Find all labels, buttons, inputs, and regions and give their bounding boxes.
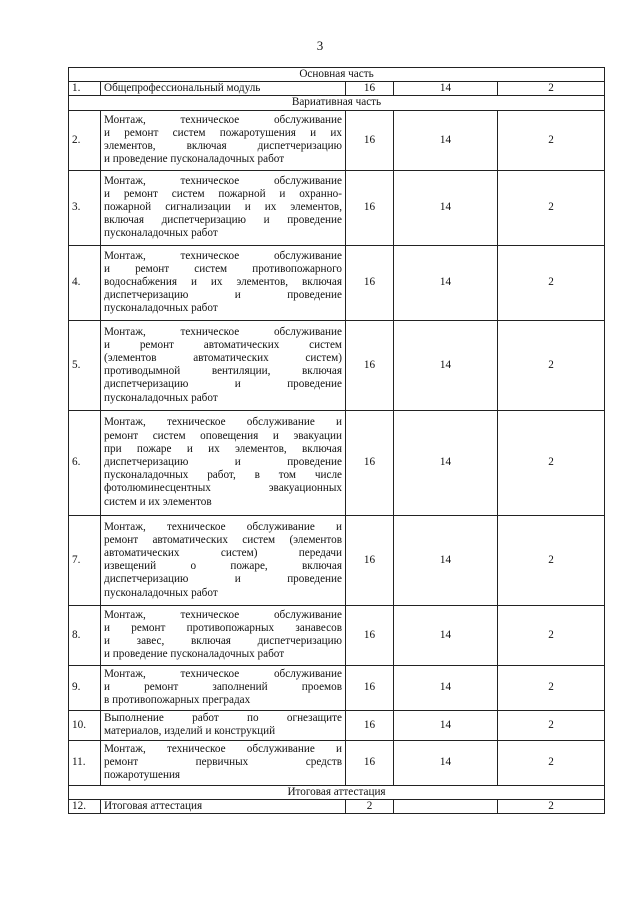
module-name-line: (элементов автоматических систем): [104, 351, 342, 364]
hours-a: 16: [346, 410, 394, 515]
hours-c: 2: [498, 710, 605, 740]
table-row: [69, 410, 605, 515]
module-name: [101, 320, 346, 410]
hours-a: 2: [346, 799, 394, 813]
module-name-line: и проведение пусконаладочных работ: [104, 153, 285, 166]
module-name-line: извещений о пожаре, включая: [104, 560, 342, 573]
hours-c: 2: [498, 410, 605, 515]
module-name-line: Монтаж, техническое обслуживание: [104, 667, 342, 680]
hours-c: 2: [498, 799, 605, 813]
module-name-line: пусконаладочных работ: [104, 302, 218, 315]
module-name-line: и ремонт противопожарных занавесов: [104, 621, 342, 634]
hours-b: 14: [394, 245, 498, 320]
hours-b: 14: [394, 605, 498, 665]
table-row: [69, 320, 605, 410]
hours-b: 14: [394, 515, 498, 605]
hours-a: 16: [346, 320, 394, 410]
section-title: Итоговая аттестация: [69, 785, 605, 799]
module-name: [101, 515, 346, 605]
section-title: Вариативная часть: [69, 96, 605, 110]
table-row: [69, 110, 605, 170]
hours-c: 2: [498, 740, 605, 785]
module-name-line: включая диспетчеризацию и проведение: [104, 214, 342, 227]
row-number: 4.: [69, 245, 101, 320]
hours-a: 16: [346, 740, 394, 785]
module-name-line: ремонт автоматических систем (элементов: [104, 533, 342, 546]
hours-c: 2: [498, 245, 605, 320]
module-name-line: Общепрофессиональный модуль: [104, 82, 261, 95]
hours-b: 14: [394, 82, 498, 96]
module-name-line: Монтаж, техническое обслуживание: [104, 174, 342, 187]
row-number: 5.: [69, 320, 101, 410]
module-name-line: пожаротушения: [104, 769, 181, 782]
module-name-line: пусконаладочных работ: [104, 586, 218, 599]
page-number: 3: [316, 38, 324, 53]
module-name-line: Монтаж, техническое обслуживание и: [104, 520, 342, 533]
module-name-line: материалов, изделий и конструкций: [104, 725, 276, 738]
row-number: 10.: [69, 710, 101, 740]
hours-b: 14: [394, 665, 498, 710]
hours-b: 14: [394, 710, 498, 740]
table-row: [69, 245, 605, 320]
module-name-line: и ремонт систем пожаротушения и их: [104, 126, 342, 139]
section-header-row: [69, 68, 605, 82]
table-row: [69, 605, 605, 665]
hours-c: 2: [498, 665, 605, 710]
module-name-line: и завес, включая диспетчеризацию: [104, 635, 342, 648]
module-name-line: диспетчеризацию и проведение: [104, 456, 342, 468]
table-row: [69, 515, 605, 605]
hours-c: 2: [498, 82, 605, 96]
hours-c: 2: [498, 110, 605, 170]
row-number: 8.: [69, 605, 101, 665]
module-name-line: пусконаладочных работ: [104, 391, 218, 404]
module-name-line: Выполнение работ по огнезащите: [104, 711, 342, 724]
row-number: 6.: [69, 410, 101, 515]
module-name-line: и ремонт заполнений проемов: [104, 681, 342, 693]
module-name-line: Монтаж, техническое обслуживание: [104, 325, 342, 338]
module-name-line: Монтаж, техническое обслуживание: [104, 249, 342, 262]
hours-a: 16: [346, 515, 394, 605]
hours-a: 16: [346, 82, 394, 96]
hours-a: 16: [346, 170, 394, 245]
module-name-line: Монтаж, техническое обслуживание и: [104, 742, 342, 755]
hours-a: 16: [346, 245, 394, 320]
module-name-line: систем и их элементов: [104, 495, 212, 508]
section-header-row: [69, 785, 605, 799]
module-name: [101, 799, 346, 813]
hours-c: 2: [498, 605, 605, 665]
module-name-line: автоматических систем) передачи: [104, 546, 342, 559]
hours-b: 14: [394, 740, 498, 785]
hours-b: 14: [394, 110, 498, 170]
section-title: Основная часть: [69, 68, 605, 82]
module-name-line: Монтаж, техническое обслуживание: [104, 608, 342, 621]
module-name-line: водоснабжения и их элементов, включая: [104, 276, 342, 288]
row-number: 3.: [69, 170, 101, 245]
module-name-line: Монтаж, техническое обслуживание: [104, 113, 342, 126]
module-name-line: Монтаж, техническое обслуживание и: [104, 416, 342, 429]
module-name-line: и ремонт автоматических систем: [104, 338, 342, 351]
module-name-line: ремонт первичных средств: [104, 756, 342, 768]
module-name: [101, 710, 346, 740]
module-name-line: элементов, включая диспетчеризацию: [104, 140, 342, 153]
hours-a: 16: [346, 710, 394, 740]
module-name: [101, 605, 346, 665]
module-name: [101, 665, 346, 710]
module-name-line: пусконаладочных работ: [104, 227, 218, 240]
module-name-line: и проведение пусконаладочных работ: [104, 648, 285, 661]
row-number: 9.: [69, 665, 101, 710]
module-name-line: ремонт систем оповещения и эвакуации: [104, 429, 342, 442]
module-name: [101, 82, 346, 96]
row-number: 2.: [69, 110, 101, 170]
table-row: [69, 799, 605, 813]
module-name-line: диспетчеризацию и проведение: [104, 289, 342, 302]
row-number: 1.: [69, 82, 101, 96]
module-name-line: пожарной сигнализации и их элементов,: [104, 201, 342, 213]
module-name-line: фотолюминесцентных эвакуационных: [104, 482, 342, 495]
table-row: [69, 665, 605, 710]
hours-a: 16: [346, 110, 394, 170]
table-row: [69, 170, 605, 245]
module-name: [101, 170, 346, 245]
hours-b: [394, 799, 498, 813]
module-name: [101, 245, 346, 320]
hours-c: 2: [498, 170, 605, 245]
table-row: [69, 740, 605, 785]
module-name-line: Итоговая аттестация: [104, 799, 203, 812]
table-row: [69, 82, 605, 96]
row-number: 7.: [69, 515, 101, 605]
module-name: [101, 110, 346, 170]
module-name: [101, 740, 346, 785]
module-name-line: при пожаре и их элементов, включая: [104, 442, 342, 455]
hours-a: 16: [346, 605, 394, 665]
section-header-row: [69, 96, 605, 110]
module-name-line: и ремонт систем пожарной и охранно-: [104, 187, 342, 200]
hours-c: 2: [498, 320, 605, 410]
hours-c: 2: [498, 515, 605, 605]
module-name-line: пусконаладочных работ, в том числе: [104, 469, 342, 482]
hours-b: 14: [394, 410, 498, 515]
curriculum-table: [68, 67, 605, 814]
module-name-line: противодымной вентиляции, включая: [104, 365, 342, 378]
module-name: [101, 410, 346, 515]
row-number: 11.: [69, 740, 101, 785]
hours-b: 14: [394, 170, 498, 245]
row-number: 12.: [69, 799, 101, 813]
hours-a: 16: [346, 665, 394, 710]
table-row: [69, 710, 605, 740]
module-name-line: диспетчеризацию и проведение: [104, 378, 342, 391]
hours-b: 14: [394, 320, 498, 410]
module-name-line: в противопожарных преградах: [104, 694, 251, 707]
module-name-line: диспетчеризацию и проведение: [104, 573, 342, 586]
module-name-line: и ремонт систем противопожарного: [104, 262, 342, 275]
